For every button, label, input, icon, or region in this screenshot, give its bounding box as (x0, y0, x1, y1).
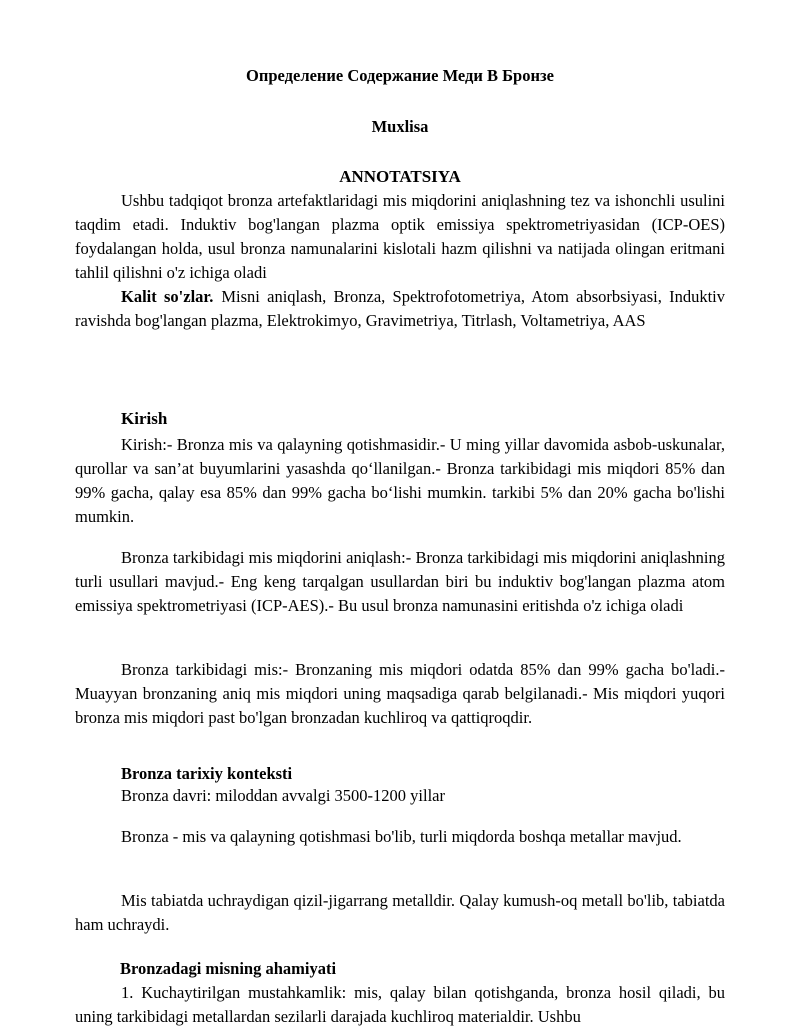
author-name: Muxlisa (371, 117, 429, 136)
annotation-paragraph: Ushbu tadqiqot bronza artefaktlaridagi mis miqdorini aniqlashning tez va ishonchli usulini taqdim etadi. Induktiv bog'langan plazma optik emissiya spektrometriyasidan (ICP-OES) foydalangan holda, usul bronza namunalarini kislotali hazm qilishni va natijada olingan eritmani tahlil qilishni o'z ichiga oladi (75, 191, 725, 282)
history-line: Bronza davri: miloddan avvalgi 3500-1200 yillar (121, 786, 445, 805)
intro-paragraph-1: Kirish:- Bronza mis va qalayning qotishmasidir.- U ming yillar davomida asbob-uskunalar, qurollar va san’at buyumlarini yasashda qo‘llanilgan.- Bronza tarkibidagi mis miqdori 85% dan 99% gacha, qalay esa 85% dan 99% gacha bo‘lishi mumkin. tarkibi 5% dan 20% gacha bo'lishi mumkin. (75, 435, 725, 526)
intro-heading: Kirish (121, 409, 168, 428)
keywords-label: Kalit so'zlar. (121, 287, 214, 306)
intro-paragraph-2: Bronza tarkibidagi mis miqdorini aniqlash:- Bronza tarkibidagi mis miqdorini aniqlashning turli usullari mavjud.- Eng keng tarqalgan usullardan biri bu induktiv bog'langan plazma atom emissiya spektrometriyasi (ICP-AES).- Bu usul bronza namunasini eritishda o'z ichiga oladi (75, 548, 725, 615)
annotation-heading: ANNOTATSIYA (339, 167, 461, 186)
importance-heading: Bronzadagi misning ahamiyati (120, 959, 337, 978)
document-title: Определение Содержание Меди В Бронзе (246, 66, 554, 85)
importance-paragraph-1: 1. Kuchaytirilgan mustahkamlik: mis, qalay bilan qotishganda, bronza hosil qiladi, bu uning tarkibidagi metallardan sezilarli darajada kuchliroq materialdir. Ushbu (75, 983, 725, 1026)
history-paragraph-1: Bronza - mis va qalayning qotishmasi bo'lib, turli miqdorda boshqa metallar mavjud. (121, 827, 682, 846)
history-paragraph-2: Mis tabiatda uchraydigan qizil-jigarrang metalldir. Qalay kumush-oq metall bo'lib, tabiatda ham uchraydi. (75, 891, 725, 934)
keywords-text: Misni aniqlash, Bronza, Spektrofotometriya, Atom absorbsiyasi, Induktiv ravishda bog'langan plazma, Elektrokimyo, Gravimetriya, Titrlash, Voltametriya, AAS (75, 287, 725, 330)
history-heading: Bronza tarixiy konteksti (121, 764, 293, 783)
intro-paragraph-3: Bronza tarkibidagi mis:- Bronzaning mis miqdori odatda 85% dan 99% gacha bo'ladi.- Muayyan bronzaning aniq mis miqdori uning maqsadiga qarab belgilanadi.- Mis miqdori yuqori bronza mis miqdori past bo'lgan bronzadan kuchliroq va qattiqroqdir. (75, 660, 725, 727)
keywords-block (75, 285, 725, 333)
